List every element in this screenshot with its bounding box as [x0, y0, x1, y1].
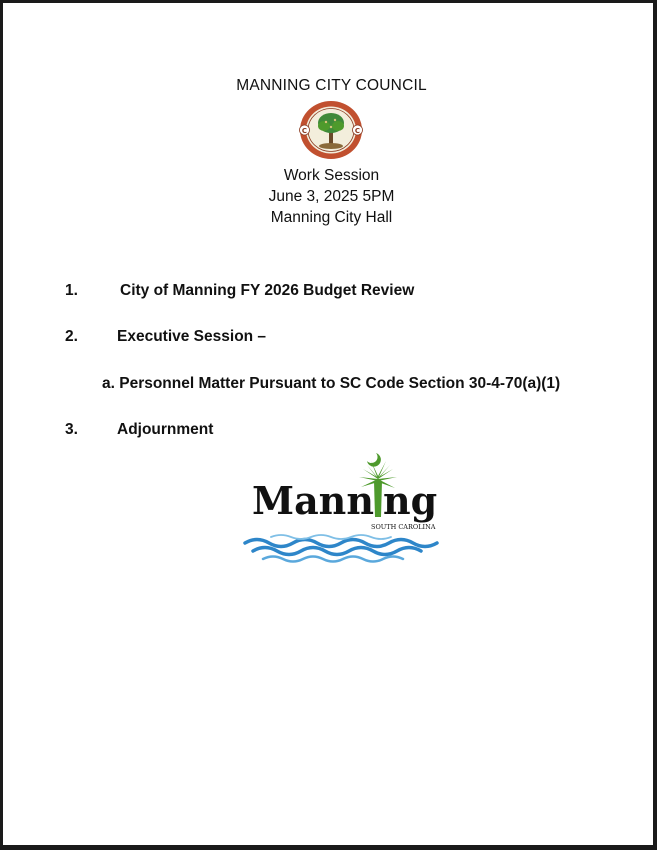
session-info — [3, 165, 657, 228]
council-title: MANNING CITY COUNCIL — [236, 77, 427, 94]
session-type: Work Session — [283, 167, 380, 184]
agenda-item-number: 3. — [65, 421, 78, 438]
city-seal-icon — [293, 98, 369, 162]
svg-text:C: C — [354, 127, 361, 135]
manning-logo — [241, 447, 451, 569]
agenda-item-title: Adjournment — [117, 421, 214, 438]
agenda-subitem-2a: a. Personnel Matter Pursuant to SC Code Section 30-4-70(a)(1) — [102, 375, 561, 392]
agenda-item-title: City of Manning FY 2026 Budget Review — [120, 282, 415, 299]
agenda-item-title: Executive Session – — [117, 328, 267, 345]
waves-icon — [245, 535, 437, 562]
agenda-item-number: 2. — [65, 328, 78, 345]
agenda-item-number: 1. — [65, 282, 78, 299]
logo-word-right: ng — [383, 478, 438, 523]
session-date-time: June 3, 2025 5PM — [268, 188, 395, 205]
logo-word-left: Mann — [252, 478, 374, 523]
session-location: Manning City Hall — [270, 209, 393, 226]
svg-text:C: C — [301, 127, 308, 135]
logo-tagline: SOUTH CAROLINA — [371, 523, 436, 531]
